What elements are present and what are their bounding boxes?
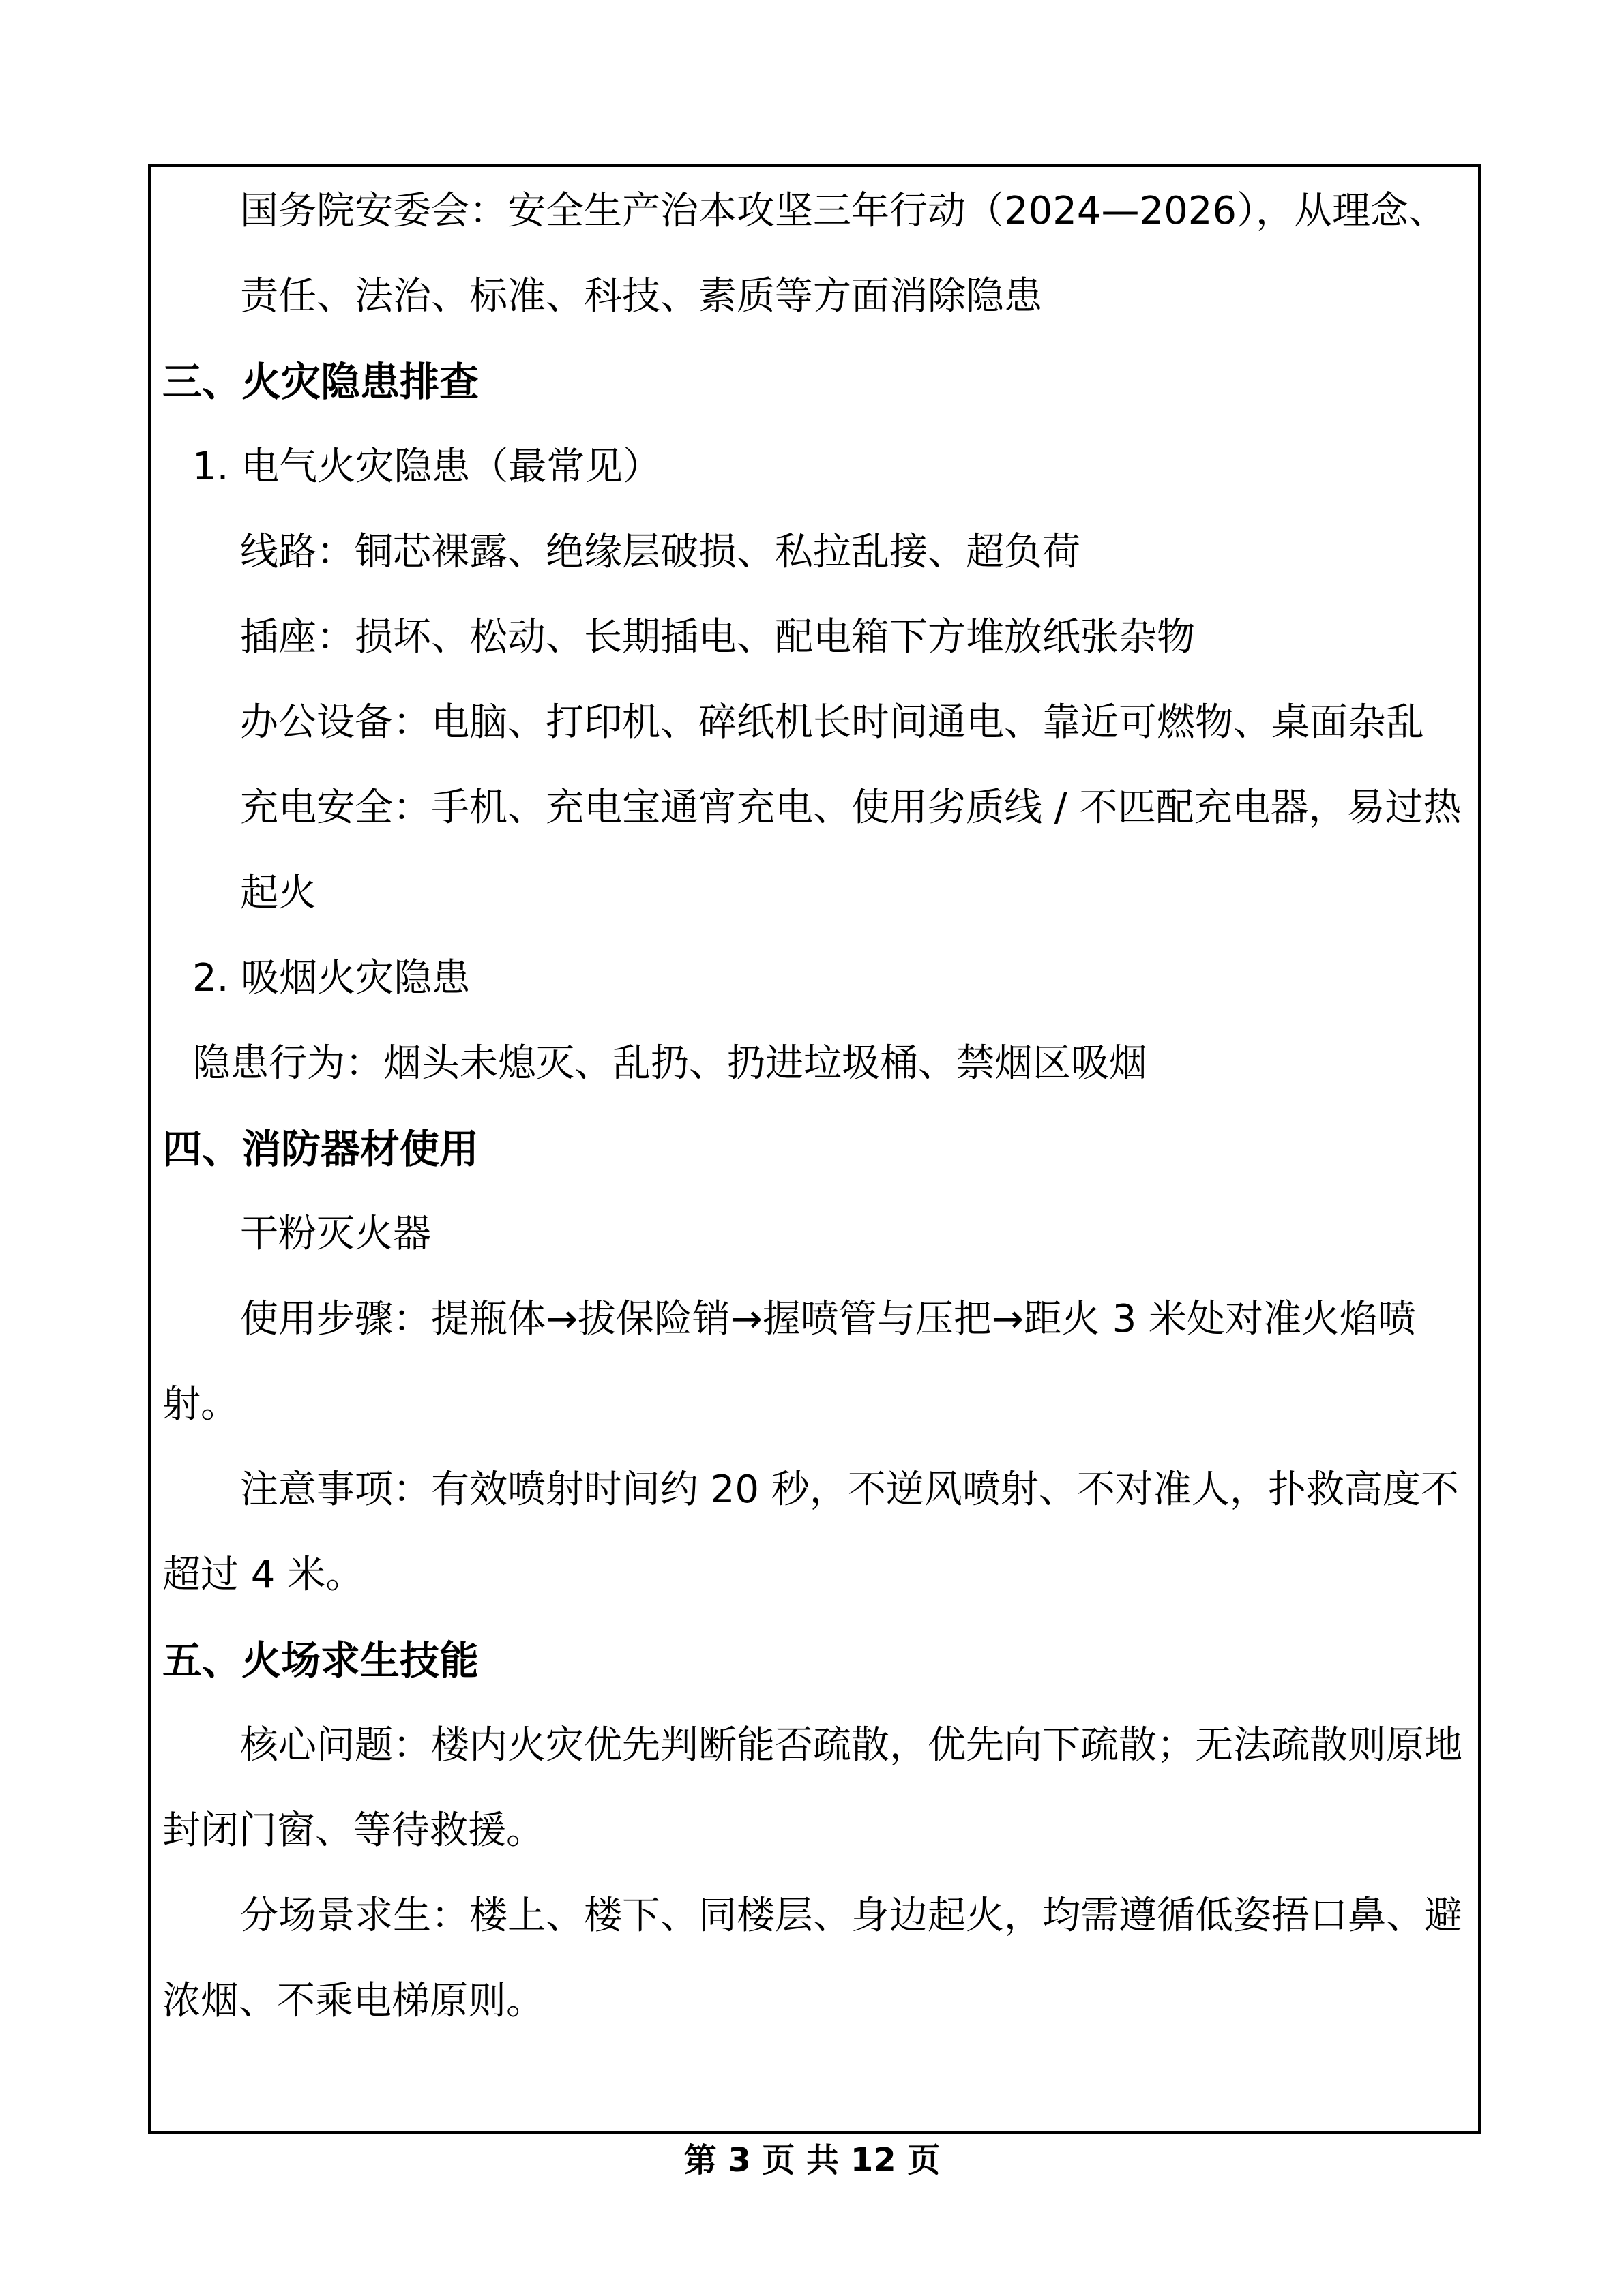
s5-scene-b: 浓烟、不乘电梯原则。 <box>162 1979 544 2023</box>
intro-line-2: 责任、法治、标准、科技、素质等方面消除隐患 <box>240 274 1042 318</box>
s5-core-b: 封闭门窗、等待救援。 <box>162 1808 544 1853</box>
s4-subtitle: 干粉灭火器 <box>240 1212 431 1256</box>
intro-line-1: 国务院安委会：安全生产治本攻坚三年行动（2024—2026），从理念、 <box>240 189 1447 233</box>
s3-item-1-line-2: 插座：损坏、松动、长期插电、配电箱下方堆放纸张杂物 <box>240 615 1195 659</box>
s5-scene-a: 分场景求生：楼上、楼下、同楼层、身边起火，均需遵循低姿捂口鼻、避 <box>240 1894 1462 1938</box>
s4-steps-b: 射。 <box>162 1382 239 1427</box>
s3-item-1-line-3: 办公设备：电脑、打印机、碎纸机长时间通电、靠近可燃物、桌面杂乱 <box>240 700 1424 745</box>
page-number: 第 3 页 共 12 页 <box>683 2141 941 2179</box>
section-3-heading: 三、火灾隐患排查 <box>162 359 479 405</box>
s3-item-2-line-1: 隐患行为：烟头未熄灭、乱扔、扔进垃圾桶、禁烟区吸烟 <box>192 1041 1147 1086</box>
section-4-heading: 四、消防器材使用 <box>162 1126 479 1172</box>
s3-item-1-line-4a: 充电安全：手机、充电宝通宵充电、使用劣质线 / 不匹配充电器，易过热 <box>240 786 1462 830</box>
s4-note-b: 超过 4 米。 <box>162 1553 364 1597</box>
s4-steps-a: 使用步骤：提瓶体→拔保险销→握喷管与压把→距火 3 米处对准火焰喷 <box>240 1297 1416 1341</box>
section-5-heading: 五、火场求生技能 <box>162 1637 479 1684</box>
s3-item-1-line-4b: 起火 <box>240 871 316 915</box>
s3-item-1-title: 1. 电气火灾隐患（最常见） <box>192 445 662 489</box>
s5-core-a: 核心问题：楼内火灾优先判断能否疏散，优先向下疏散；无法疏散则原地 <box>240 1723 1462 1768</box>
s4-note-a: 注意事项：有效喷射时间约 20 秒，不逆风喷射、不对准人，扑救高度不 <box>240 1467 1459 1512</box>
s3-item-2-title: 2. 吸烟火灾隐患 <box>192 956 471 1000</box>
s3-item-1-line-1: 线路：铜芯裸露、绝缘层破损、私拉乱接、超负荷 <box>240 530 1080 574</box>
